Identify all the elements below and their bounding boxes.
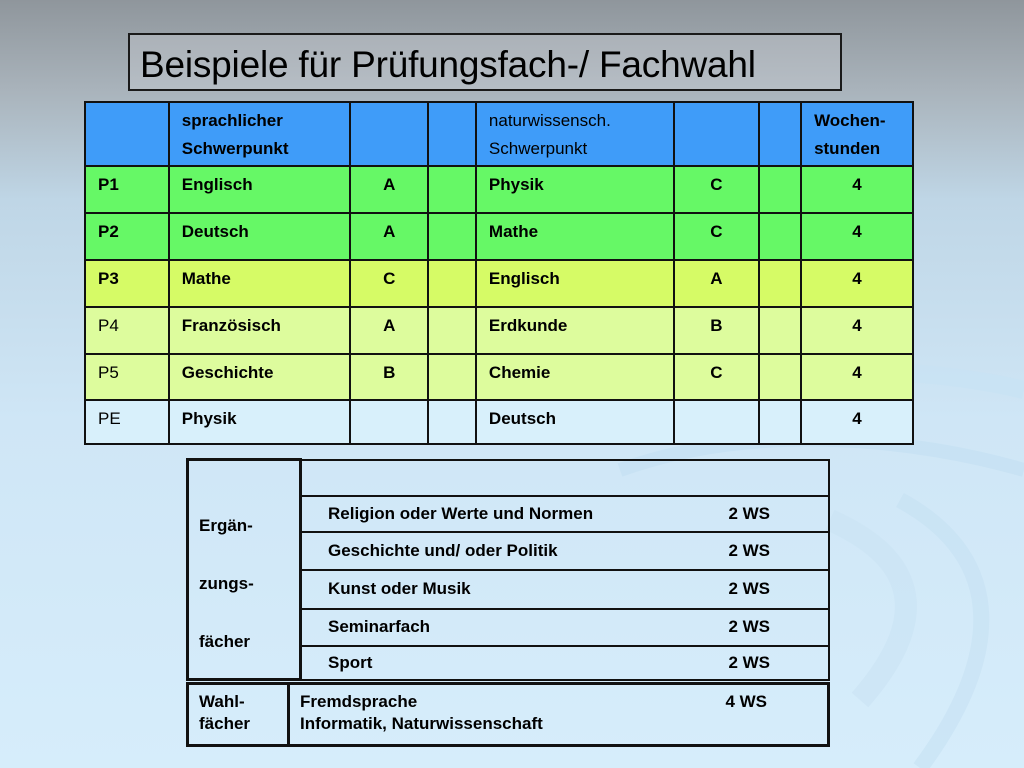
row-label: P1 [85, 166, 169, 213]
empty-cell [301, 460, 830, 496]
item-name: Geschichte und/ oder Politik [328, 540, 558, 560]
level1-cell: C [350, 260, 428, 307]
empty-cell [428, 307, 476, 354]
subject-table [84, 101, 914, 445]
row-label: P3 [85, 260, 169, 307]
header-text: sprachlicher [181, 111, 283, 130]
item-name: Sport [328, 652, 373, 672]
item-name: Kunst oder Musik [328, 579, 471, 598]
hours-cell: 4 [801, 260, 913, 307]
ergaenzung-item [301, 532, 830, 570]
row-label: P5 [85, 354, 169, 400]
level2-cell: C [674, 354, 760, 400]
wahl-row [188, 684, 829, 746]
hours-cell: 4 [801, 213, 913, 260]
page-title: Beispiele für Prüfungsfach-/ Fachwahl [140, 44, 756, 85]
hours-cell: 4 [801, 166, 913, 213]
table-row [85, 307, 913, 354]
header-cell-empty [674, 102, 760, 166]
level2-cell: C [674, 213, 760, 260]
row-label: PE [85, 400, 169, 444]
subject1-cell: Französisch [169, 307, 351, 354]
subject2-cell: Chemie [476, 354, 674, 400]
header-text: naturwissensch. [488, 111, 611, 130]
header-cell-empty [428, 102, 476, 166]
header-text: stunden [814, 139, 881, 158]
header-text: Schwerpunkt [488, 139, 588, 158]
empty-cell [759, 213, 801, 260]
subject2-cell: Englisch [476, 260, 674, 307]
ergaenzung-table [186, 458, 830, 681]
wahl-ws: 4 WS [725, 692, 767, 711]
header-cell-empty [759, 102, 801, 166]
subject2-cell: Erdkunde [476, 307, 674, 354]
subject1-cell: Englisch [169, 166, 351, 213]
label-text: fächer [199, 632, 251, 651]
header-sprachlich [169, 102, 351, 166]
level1-cell: A [350, 307, 428, 354]
wahl-item: Fremdsprache [300, 692, 418, 711]
level1-cell: A [350, 166, 428, 213]
row-label: P2 [85, 213, 169, 260]
table-row [85, 354, 913, 400]
empty-cell [428, 260, 476, 307]
label-text: zungs- [199, 574, 254, 593]
subject1-cell: Geschichte [169, 354, 351, 400]
wahl-table [186, 682, 830, 747]
ergaenzung-item [301, 570, 830, 609]
item-ws: 2 WS [728, 617, 770, 636]
header-naturwiss [476, 102, 674, 166]
empty-cell [428, 213, 476, 260]
empty-cell [428, 166, 476, 213]
level1-cell [350, 400, 428, 444]
hours-cell: 4 [801, 354, 913, 400]
ergaenzung-item [301, 646, 830, 680]
wahl-list [289, 684, 829, 746]
empty-cell [759, 260, 801, 307]
header-text: Wochen- [814, 111, 886, 130]
header-text: Schwerpunkt [181, 139, 289, 158]
ergaenzung-top-row [188, 460, 830, 496]
empty-cell [759, 166, 801, 213]
item-ws: 2 WS [728, 579, 770, 598]
item-ws: 2 WS [728, 503, 770, 523]
level2-cell: A [674, 260, 760, 307]
ergaenzung-item [301, 609, 830, 646]
level2-cell: C [674, 166, 760, 213]
header-wochenstunden [801, 102, 913, 166]
subject2-cell: Physik [476, 166, 674, 213]
level1-cell: B [350, 354, 428, 400]
subject2-cell: Deutsch [476, 400, 674, 444]
item-name: Seminarfach [328, 617, 431, 636]
table-header-row [85, 102, 913, 166]
label-text: fächer [199, 714, 251, 733]
header-cell-empty [85, 102, 169, 166]
hours-cell: 4 [801, 400, 913, 444]
label-text: Wahl- [199, 692, 245, 711]
hours-cell: 4 [801, 307, 913, 354]
subject1-cell: Deutsch [169, 213, 351, 260]
empty-cell [428, 400, 476, 444]
empty-cell [759, 400, 801, 444]
title-box [128, 33, 842, 91]
item-name: Religion oder Werte und Normen [328, 503, 594, 523]
item-ws: 2 WS [728, 652, 770, 672]
level1-cell: A [350, 213, 428, 260]
subject2-cell: Mathe [476, 213, 674, 260]
table-row [85, 260, 913, 307]
table-row [85, 400, 913, 444]
level2-cell: B [674, 307, 760, 354]
empty-cell [759, 354, 801, 400]
ergaenzung-item [301, 496, 830, 532]
wahl-item: Informatik, Naturwissenschaft [300, 714, 543, 733]
table-row [85, 213, 913, 260]
subject1-cell: Physik [169, 400, 351, 444]
row-label: P4 [85, 307, 169, 354]
empty-cell [428, 354, 476, 400]
header-cell-empty [350, 102, 428, 166]
subject1-cell: Mathe [169, 260, 351, 307]
wahl-label [188, 684, 289, 746]
empty-cell [759, 307, 801, 354]
level2-cell [674, 400, 760, 444]
label-text: Ergän- [199, 516, 253, 535]
item-ws: 2 WS [728, 540, 770, 560]
ergaenzung-label [188, 460, 301, 680]
table-row [85, 166, 913, 213]
